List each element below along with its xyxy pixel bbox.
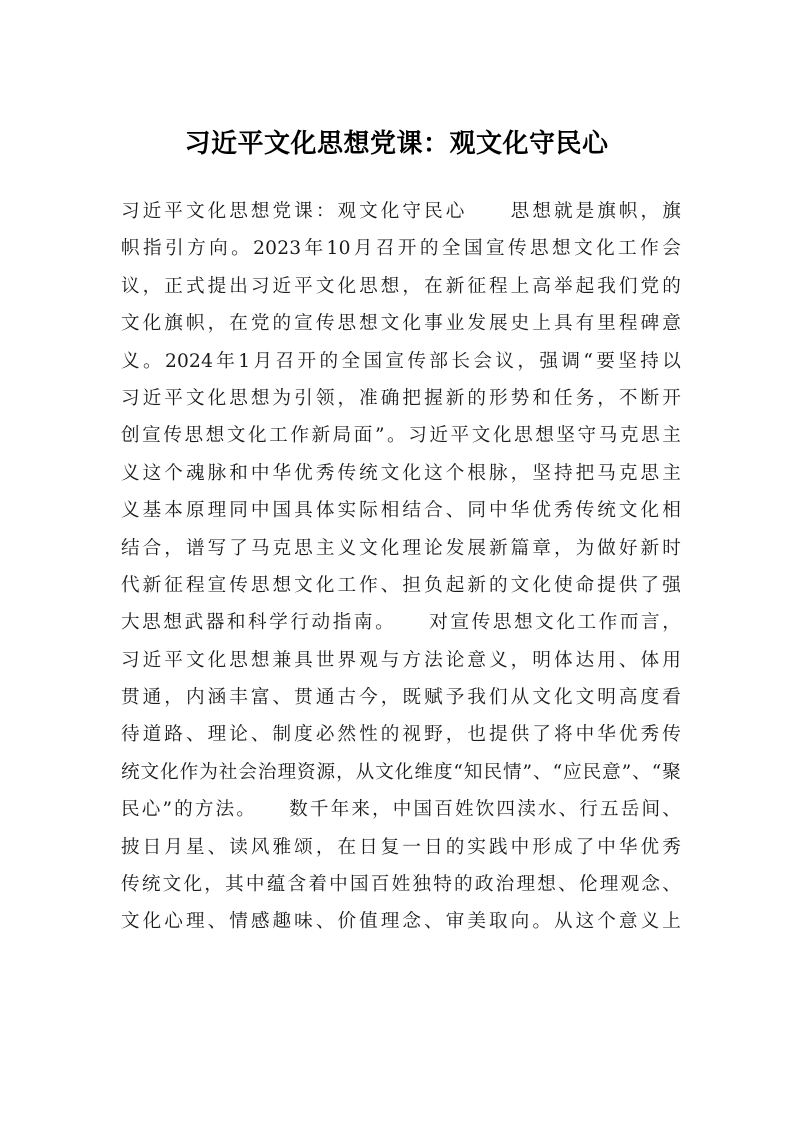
body-line: 文化心理、情感趣味、价值理念、审美取向。从这个意义上 [121, 911, 681, 933]
body-line: 义。2024年1月召开的全国宣传部长会议，强调“要坚持以 [121, 350, 681, 372]
body-line: 议，正式提出习近平文化思想，在新征程上高举起我们党的 [121, 275, 681, 297]
document-title: 习近平文化思想党课：观文化守民心 [184, 129, 609, 159]
body-line: 代新征程宣传思想文化工作、担负起新的文化使命提供了强 [121, 574, 681, 596]
body-line: 待道路、理论、制度必然性的视野，也提供了将中华优秀传 [121, 724, 681, 746]
body-line: 民心”的方法。 数千年来，中国百姓饮四渎水、行五岳间、 [121, 799, 681, 821]
body-line: 创宣传思想文化工作新局面”。习近平文化思想坚守马克思主 [121, 425, 681, 447]
body-line: 统文化作为社会治理资源，从文化维度“知民情”、“应民意”、“聚 [121, 761, 681, 783]
document-body [121, 193, 681, 941]
body-line: 贯通，内涵丰富、贯通古今，既赋予我们从文化文明高度看 [121, 687, 681, 709]
body-line: 习近平文化思想党课：观文化守民心 思想就是旗帜，旗 [121, 201, 681, 222]
body-line: 文化旗帜，在党的宣传思想文化事业发展史上具有里程碑意 [121, 313, 681, 335]
body-line: 习近平文化思想兼具世界观与方法论意义，明体达用、体用 [121, 649, 681, 671]
body-line: 大思想武器和科学行动指南。 对宣传思想文化工作而言， [121, 612, 681, 634]
body-line: 义这个魂脉和中华优秀传统文化这个根脉，坚持把马克思主 [121, 462, 681, 484]
body-line: 结合，谱写了马克思主义文化理论发展新篇章，为做好新时 [121, 537, 681, 559]
body-line: 义基本原理同中国具体实际相结合、同中华优秀传统文化相 [121, 500, 681, 522]
body-line: 习近平文化思想为引领，准确把握新的形势和任务，不断开 [121, 387, 681, 409]
body-line: 传统文化，其中蕴含着中国百姓独特的政治理想、伦理观念、 [121, 874, 681, 896]
body-line: 帜指引方向。2023年10月召开的全国宣传思想文化工作会 [121, 238, 681, 260]
body-line: 披日月星、读风雅颂，在日复一日的实践中形成了中华优秀 [121, 836, 681, 858]
